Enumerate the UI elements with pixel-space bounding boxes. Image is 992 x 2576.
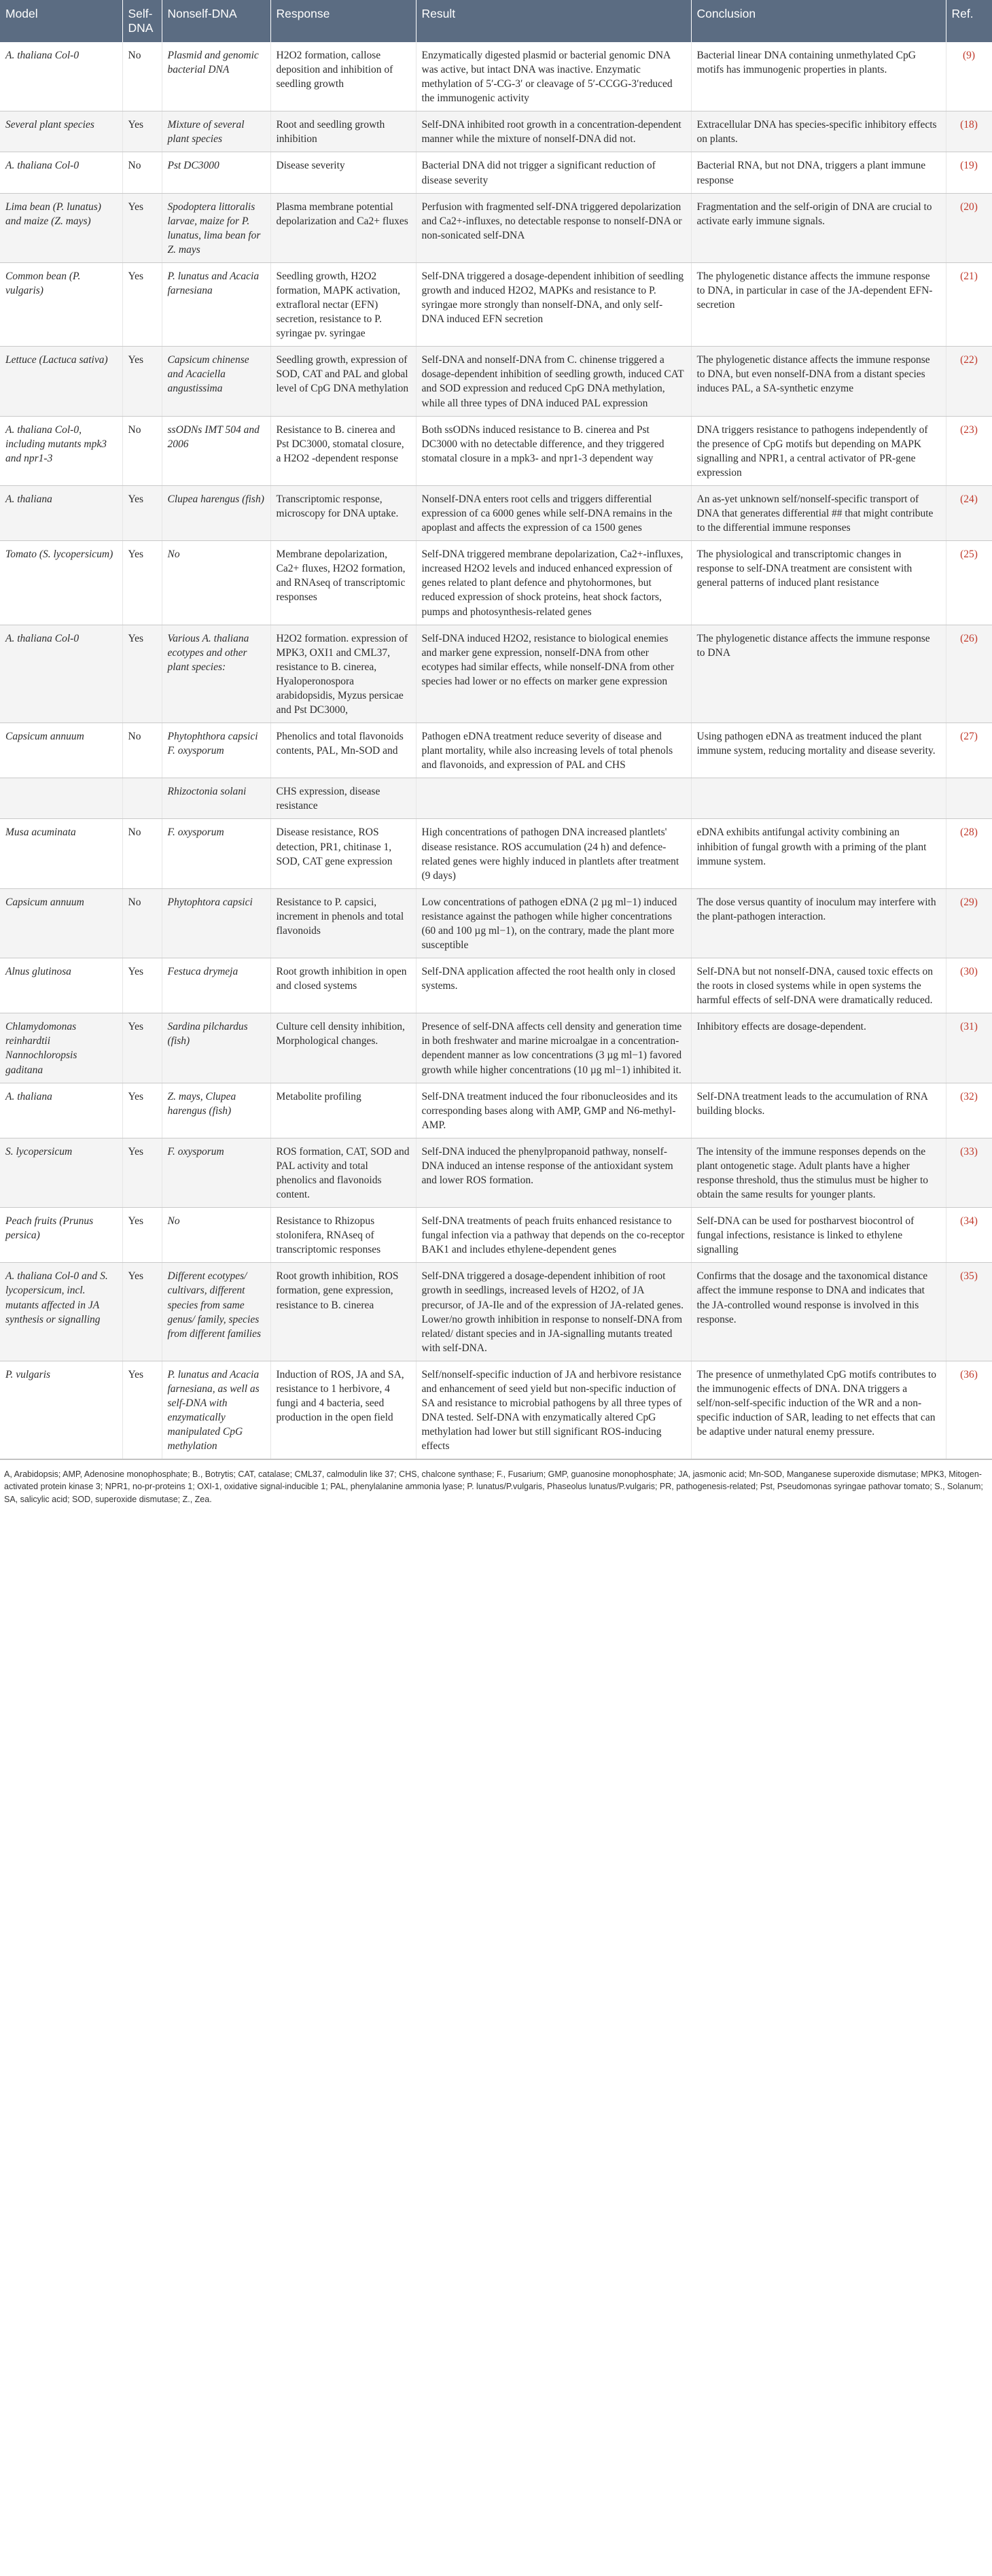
ref-cell[interactable]: (24) [946,485,992,540]
nonself-dna-cell: No [162,1208,270,1263]
table-row [0,42,992,111]
table-row [0,347,992,416]
conclusion-cell: The physiological and transcriptomic changes in response to self-DNA treatment are consistent with general patterns of induced plant resistance [691,541,946,625]
response-cell: Resistance to Rhizopus stolonifera, RNAseq of transcriptomic responses [270,1208,416,1263]
table-row [0,1361,992,1459]
nonself-dna-cell: P. lunatus and Acacia farnesiana, as well as self-DNA with enzymatically manipulated CpG methylation [162,1361,270,1459]
nonself-dna-cell: Sardina pilchardus (fish) [162,1013,270,1083]
conclusion-cell: Bacterial linear DNA containing unmethylated CpG motifs has immunogenic properties in plants. [691,42,946,111]
model-cell: Tomato (S. lycopersicum) [0,541,122,625]
self-dna-cell: Yes [122,347,162,416]
model-cell: Musa acuminata [0,819,122,888]
model-cell: Lettuce (Lactuca sativa) [0,347,122,416]
self-dna-cell: No [122,723,162,778]
conclusion-cell: eDNA exhibits antifungal activity combining an inhibition of fungal growth with a priming of the plant immune system. [691,819,946,888]
ref-cell[interactable]: (21) [946,262,992,346]
self-dna-cell: Yes [122,1208,162,1263]
nonself-dna-cell: Phytophtora capsici [162,888,270,958]
self-dna-cell: Yes [122,1263,162,1361]
result-cell: Perfusion with fragmented self-DNA triggered depolarization and Ca2+-influxes, no detectable response to nonself-DNA or non-sonicated self-DNA [416,193,691,262]
self-dna-cell: Yes [122,193,162,262]
model-cell: Capsicum annuum [0,723,122,778]
table-row [0,193,992,262]
ref-cell[interactable]: (18) [946,111,992,152]
response-cell: ROS formation, CAT, SOD and PAL activity and total phenolics and flavonoids content. [270,1138,416,1207]
self-dna-cell: No [122,152,162,193]
conclusion-cell: Inhibitory effects are dosage-dependent. [691,1013,946,1083]
self-dna-cell: Yes [122,1013,162,1083]
ref-cell[interactable]: (33) [946,1138,992,1207]
response-cell: Root growth inhibition in open and closed systems [270,958,416,1013]
conclusion-cell: Bacterial RNA, but not DNA, triggers a plant immune response [691,152,946,193]
model-cell: Peach fruits (Prunus persica) [0,1208,122,1263]
conclusion-cell: The phylogenetic distance affects the immune response to DNA, but even nonself-DNA from a distant species induces PAL, a SA-synthetic enzyme [691,347,946,416]
result-cell: Enzymatically digested plasmid or bacterial genomic DNA was active, but intact DNA was inactive. Enzymatic methylation of 5′-CG-3′ or cleavage of 5′-CCGG-3′reduced the immunogenic activity [416,42,691,111]
header-row [0,0,992,42]
nonself-dna-cell: No [162,541,270,625]
self-dna-cell: No [122,416,162,485]
table-row [0,1208,992,1263]
nonself-dna-cell: Pst DC3000 [162,152,270,193]
nonself-dna-cell: Phytophthora capsici F. oxysporum [162,723,270,778]
response-cell: Root and seedling growth inhibition [270,111,416,152]
self-dna-cell [122,778,162,819]
conclusion-cell: An as-yet unknown self/nonself-specific transport of DNA that generates differential ## that might contribute to the differential immune responses [691,485,946,540]
table-row [0,958,992,1013]
result-cell: Self-DNA induced the phenylpropanoid pathway, nonself-DNA induced an intense response of the antioxidant system and lower ROS formation. [416,1138,691,1207]
result-cell: Self-DNA and nonself-DNA from C. chinense triggered a dosage-dependent inhibition of seedling growth, induced CAT and SOD expression and reduced CpG DNA methylation, while all three types of DNA induced PAL expression [416,347,691,416]
nonself-dna-cell: Plasmid and genomic bacterial DNA [162,42,270,111]
conclusion-cell: Self-DNA treatment leads to the accumulation of RNA building blocks. [691,1083,946,1138]
result-cell: Self-DNA triggered a dosage-dependent inhibition of seedling growth and induced H2O2, MAPKs and resistance to P. syringae more strongly than nonself-DNA, and only self-DNA induced EFN secretion [416,262,691,346]
response-cell: Disease resistance, ROS detection, PR1, chitinase 1, SOD, CAT gene expression [270,819,416,888]
header-model: Model [0,0,122,42]
response-cell: Resistance to P. capsici, increment in phenols and total flavonoids [270,888,416,958]
model-cell: A. thaliana Col-0, including mutants mpk3 and npr1-3 [0,416,122,485]
response-cell: Resistance to B. cinerea and Pst DC3000, stomatal closure, a H2O2 -dependent response [270,416,416,485]
model-cell: Common bean (P. vulgaris) [0,262,122,346]
conclusion-cell: The phylogenetic distance affects the immune response to DNA, in particular in case of the JA-dependent EFN-secretion [691,262,946,346]
response-cell: Membrane depolarization, Ca2+ fluxes, H2O2 formation, and RNAseq of transcriptomic responses [270,541,416,625]
ref-cell[interactable]: (30) [946,958,992,1013]
model-cell: Chlamydomonas reinhardtii Nannochloropsis gaditana [0,1013,122,1083]
conclusion-cell: Self-DNA but not nonself-DNA, caused toxic effects on the roots in closed systems while in open systems the harmful effects of self-DNA were dramatically reduced. [691,958,946,1013]
ref-cell[interactable]: (31) [946,1013,992,1083]
nonself-dna-cell: Festuca drymeja [162,958,270,1013]
model-cell: S. lycopersicum [0,1138,122,1207]
nonself-dna-cell: Capsicum chinense and Acaciella angustissima [162,347,270,416]
result-cell: Self-DNA triggered a dosage-dependent inhibition of root growth in seedlings, increased levels of H2O2, of JA precursor, of JA-Ile and of the expression of JA-related genes. Lower/no growth inhibition in response to nonself-DNA from related/ distant species and in JA-signalling mutants treated with self-DNA. [416,1263,691,1361]
response-cell: Metabolite profiling [270,1083,416,1138]
ref-cell[interactable]: (36) [946,1361,992,1459]
nonself-dna-cell: ssODNs IMT 504 and 2006 [162,416,270,485]
response-cell: Disease severity [270,152,416,193]
ref-cell[interactable]: (19) [946,152,992,193]
result-cell: Presence of self-DNA affects cell density and generation time in both freshwater and marine microalgae in a concentration-dependent manner as low concentrations (3 µg ml−1) favored growth while higher concentrations (10 µg ml−1) inhibited it. [416,1013,691,1083]
model-cell [0,778,122,819]
result-cell: High concentrations of pathogen DNA increased plantlets' disease resistance. ROS accumulation (24 h) and defence-related genes were highly induced in plantlets after treatment (9 days) [416,819,691,888]
response-cell: Seedling growth, expression of SOD, CAT and PAL and global level of CpG DNA methylation [270,347,416,416]
ref-cell[interactable]: (35) [946,1263,992,1361]
ref-cell[interactable]: (27) [946,723,992,778]
nonself-dna-cell: Spodoptera littoralis larvae, maize for P. lunatus, lima bean for Z. mays [162,193,270,262]
conclusion-cell: DNA triggers resistance to pathogens independently of the presence of CpG motifs but depending on MAPK signalling and NPR1, a central activator of PR-gene expression [691,416,946,485]
response-cell: Plasma membrane potential depolarization and Ca2+ fluxes [270,193,416,262]
header-nonself-dna: Nonself-DNA [162,0,270,42]
nonself-dna-cell: P. lunatus and Acacia farnesiana [162,262,270,346]
table-row [0,819,992,888]
response-cell: Culture cell density inhibition, Morphological changes. [270,1013,416,1083]
self-dna-cell: Yes [122,485,162,540]
nonself-dna-cell: Mixture of several plant species [162,111,270,152]
result-cell: Nonself-DNA enters root cells and triggers differential expression of ca 6000 genes while self-DNA remains in the apoplast and affects the expression of ca 1500 genes [416,485,691,540]
model-cell: A. thaliana [0,485,122,540]
response-cell: H2O2 formation, callose deposition and inhibition of seedling growth [270,42,416,111]
nonself-dna-cell: Z. mays, Clupea harengus (fish) [162,1083,270,1138]
result-cell: Pathogen eDNA treatment reduce severity of disease and plant mortality, while also increasing levels of total phenols and flavonoids, and expression of PAL and CHS [416,723,691,778]
table-row [0,111,992,152]
conclusion-cell: Self-DNA can be used for postharvest biocontrol of fungal infections, resistance is linked to ethylene signalling [691,1208,946,1263]
result-cell: Self-DNA treatments of peach fruits enhanced resistance to fungal infection via a pathway that depends on the co-receptor BAK1 and includes ethylene-dependent genes [416,1208,691,1263]
table-row [0,1138,992,1207]
result-cell: Low concentrations of pathogen eDNA (2 µg ml−1) induced resistance against the pathogen while higher concentrations (60 and 100 µg ml−1), on the contrary, made the plant more susceptible [416,888,691,958]
table-row [0,723,992,778]
header-result: Result [416,0,691,42]
model-cell: A. thaliana Col-0 [0,625,122,723]
self-dna-cell: Yes [122,111,162,152]
self-dna-cell: No [122,819,162,888]
conclusion-cell: Confirms that the dosage and the taxonomical distance affect the immune response to DNA and indicates that the JA-controlled wound response is involved in this response. [691,1263,946,1361]
result-cell: Bacterial DNA did not trigger a significant reduction of disease severity [416,152,691,193]
result-cell: Self-DNA application affected the root health only in closed systems. [416,958,691,1013]
result-cell: Self-DNA triggered membrane depolarization, Ca2+-influxes, increased H2O2 levels and induced enhanced expression of genes related to plant defence and phytohormones, but reduced expression of shock proteins, heat shock factors, pumps and photosynthesis-related genes [416,541,691,625]
table-header [0,0,992,42]
result-cell: Self/nonself-specific induction of JA and herbivore resistance and enhancement of seed yield but non-specific induction of SA and resistance to microbial pathogens by all three types of DNA tested. Self-DNA with enzymatically altered CpG methylation had lower but still significant ROS-inducing effects [416,1361,691,1459]
table-row [0,1013,992,1083]
table-body [0,42,992,1459]
nonself-dna-cell: Different ecotypes/ cultivars, different species from same genus/ family, species from different families [162,1263,270,1361]
self-dna-cell: Yes [122,625,162,723]
self-dna-cell: Yes [122,958,162,1013]
conclusion-cell: The phylogenetic distance affects the immune response to DNA [691,625,946,723]
ref-cell[interactable] [946,778,992,819]
response-cell: Phenolics and total flavonoids contents, PAL, Mn-SOD and [270,723,416,778]
model-cell: Alnus glutinosa [0,958,122,1013]
ref-cell[interactable]: (29) [946,888,992,958]
response-cell: Transcriptomic response, microscopy for DNA uptake. [270,485,416,540]
response-cell: Root growth inhibition, ROS formation, gene expression, resistance to B. cinerea [270,1263,416,1361]
nonself-dna-cell: Various A. thaliana ecotypes and other plant species: [162,625,270,723]
table-row [0,541,992,625]
self-dna-cell: Yes [122,541,162,625]
self-dna-cell: Yes [122,1138,162,1207]
ref-cell[interactable]: (34) [946,1208,992,1263]
ref-cell[interactable]: (22) [946,347,992,416]
conclusion-cell: Fragmentation and the self-origin of DNA are crucial to activate early immune signals. [691,193,946,262]
table-row [0,625,992,723]
conclusion-cell [691,778,946,819]
model-cell: A. thaliana Col-0 [0,152,122,193]
table-row [0,1263,992,1361]
table-row [0,416,992,485]
response-cell: Seedling growth, H2O2 formation, MAPK activation, extrafloral nectar (EFN) secretion, resistance to P. syringae pv. syringae [270,262,416,346]
self-dna-cell: No [122,888,162,958]
table-row [0,152,992,193]
ref-cell[interactable]: (28) [946,819,992,888]
response-cell: Induction of ROS, JA and SA, resistance to 1 herbivore, 4 fungi and 4 bacteria, seed production in the open field [270,1361,416,1459]
nonself-dna-cell: F. oxysporum [162,1138,270,1207]
table-row [0,1083,992,1138]
conclusion-cell: The intensity of the immune responses depends on the plant ontogenetic stage. Adult plants have a higher response threshold, thus the stimulus must be higher to obtain the same results for younger plants. [691,1138,946,1207]
ref-cell[interactable]: (9) [946,42,992,111]
table-footnote: A, Arabidopsis; AMP, Adenosine monophosphate; B., Botrytis; CAT, catalase; CML37, calmodulin like 37; CHS, chalcone synthase; F., Fusarium; GMP, guanosine monophosphate; JA, jasmonic acid; Mn-SOD, Manganese superoxide dismutase; MPK3, Mitogen-activated protein kinase 3; NPR1, no-pr-proteins 1; OXI-1, oxidative signal-inducible 1; PAL, phenylalanine ammonia lyase; P. lunatus/P.vulgaris, Phaseolus lunatus/P.vulgaris; PR, pathogenesis-related; Pst, Pseudomonas syringae pathovar tomato; S., Solanum; SA, salicylic acid; SOD, superoxide dismutase; Z., Zea. [0,1459,992,1510]
model-cell: A. thaliana Col-0 and S. lycopersicum, incl. mutants affected in JA synthesis or signalling [0,1263,122,1361]
self-dna-cell: Yes [122,1361,162,1459]
header-response: Response [270,0,416,42]
table-row [0,778,992,819]
conclusion-cell: Using pathogen eDNA as treatment induced the plant immune system, reducing mortality and disease severity. [691,723,946,778]
result-cell: Self-DNA treatment induced the four ribonucleosides and its corresponding bases along with AMP, GMP and N6-methyl-AMP. [416,1083,691,1138]
model-cell: A. thaliana [0,1083,122,1138]
self-dna-cell: No [122,42,162,111]
header-ref: Ref. [946,0,992,42]
model-cell: A. thaliana Col-0 [0,42,122,111]
result-cell: Self-DNA inhibited root growth in a concentration-dependent manner while the mixture of nonself-DNA did not. [416,111,691,152]
header-conclusion: Conclusion [691,0,946,42]
model-cell: Lima bean (P. lunatus) and maize (Z. mays) [0,193,122,262]
self-dna-cell: Yes [122,1083,162,1138]
ref-cell[interactable]: (23) [946,416,992,485]
result-cell: Self-DNA induced H2O2, resistance to biological enemies and marker gene expression, nonself-DNA from other ecotypes had similar effects, while nonself-DNA from other species had lower or no effects on marker gene expression [416,625,691,723]
ref-cell[interactable]: (25) [946,541,992,625]
response-cell: CHS expression, disease resistance [270,778,416,819]
conclusion-cell: Extracellular DNA has species-specific inhibitory effects on plants. [691,111,946,152]
result-cell: Both ssODNs induced resistance to B. cinerea and Pst DC3000 with no detectable difference, and they triggered stomatal closure in a mpk3- and npr1-3 dependent way [416,416,691,485]
response-cell: H2O2 formation. expression of MPK3, OXI1 and CML37, resistance to B. cinerea, Hyaloperonospora arabidopsidis, Myzus persicae and Pst DC3000, [270,625,416,723]
conclusion-cell: The presence of unmethylated CpG motifs contributes to the immunogenic effects of DNA. DNA triggers a self/non-self-specific induction of the WR and a non-specific induction of SAR, leading to net effects that can be adaptive under natural enemy pressure. [691,1361,946,1459]
header-self-dna: Self-DNA [122,0,162,42]
table-row [0,262,992,346]
ref-cell[interactable]: (32) [946,1083,992,1138]
model-cell: Capsicum annuum [0,888,122,958]
nonself-dna-cell: Clupea harengus (fish) [162,485,270,540]
table-row [0,888,992,958]
result-cell [416,778,691,819]
model-cell: Several plant species [0,111,122,152]
self-dna-cell: Yes [122,262,162,346]
table-row [0,485,992,540]
ref-cell[interactable]: (26) [946,625,992,723]
nonself-dna-cell: F. oxysporum [162,819,270,888]
nonself-dna-cell: Rhizoctonia solani [162,778,270,819]
conclusion-cell: The dose versus quantity of inoculum may interfere with the plant-pathogen interaction. [691,888,946,958]
model-cell: P. vulgaris [0,1361,122,1459]
ref-cell[interactable]: (20) [946,193,992,262]
